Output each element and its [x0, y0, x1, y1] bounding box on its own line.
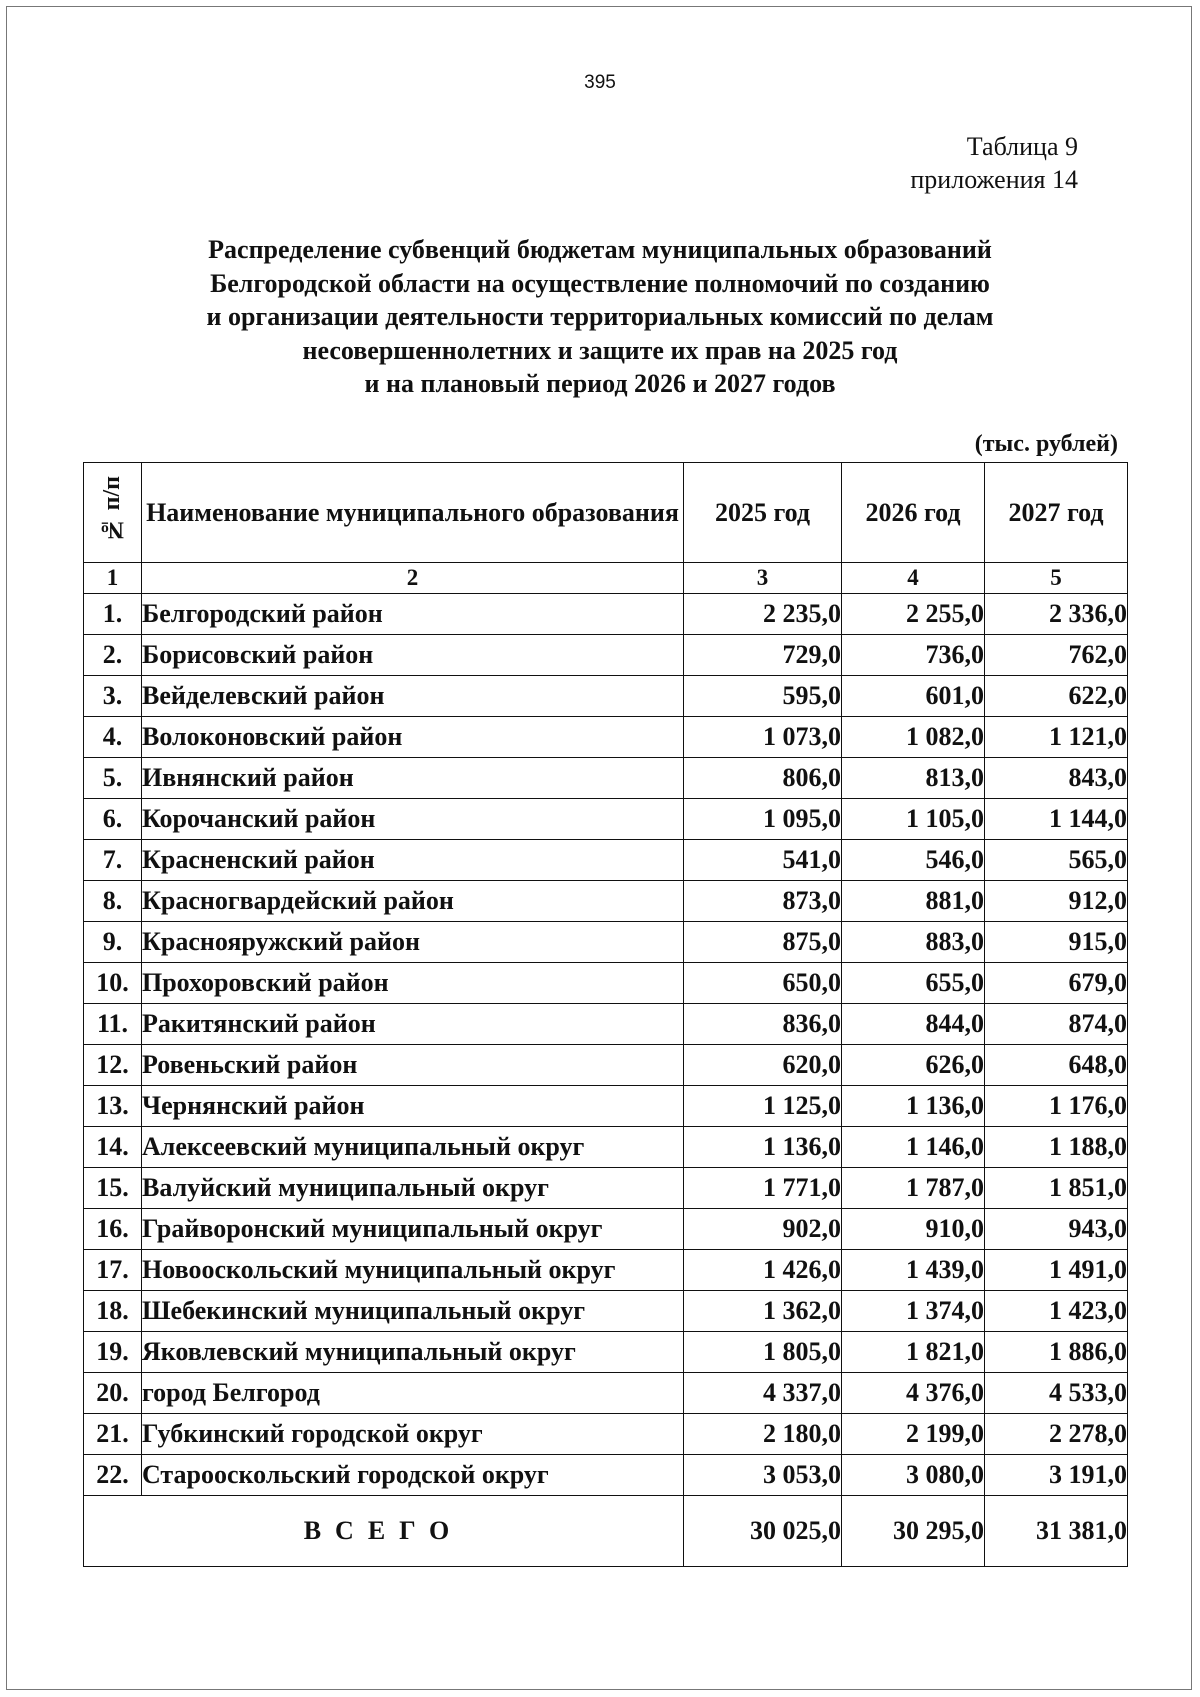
value-2025: 1 073,0	[684, 717, 842, 758]
value-2025: 1 136,0	[684, 1127, 842, 1168]
value-2026: 844,0	[842, 1004, 985, 1045]
municipality-name: Грайворонский муниципальный округ	[142, 1209, 684, 1250]
document-title	[150, 233, 1050, 401]
value-2025: 806,0	[684, 758, 842, 799]
value-2025: 595,0	[684, 676, 842, 717]
value-2027: 622,0	[985, 676, 1128, 717]
table-row	[84, 1455, 1128, 1496]
row-number: 15.	[84, 1168, 142, 1209]
total-2025: 30 025,0	[684, 1496, 842, 1567]
value-2026: 626,0	[842, 1045, 985, 1086]
value-2026: 4 376,0	[842, 1373, 985, 1414]
subvention-table	[83, 462, 1128, 1567]
value-2027: 843,0	[985, 758, 1128, 799]
value-2025: 2 180,0	[684, 1414, 842, 1455]
total-2027: 31 381,0	[985, 1496, 1128, 1567]
value-2026: 736,0	[842, 635, 985, 676]
value-2027: 679,0	[985, 963, 1128, 1004]
table-row	[84, 963, 1128, 1004]
value-2026: 1 821,0	[842, 1332, 985, 1373]
row-number: 4.	[84, 717, 142, 758]
value-2026: 1 136,0	[842, 1086, 985, 1127]
column-index: 3	[684, 563, 842, 594]
value-2027: 1 144,0	[985, 799, 1128, 840]
row-number: 6.	[84, 799, 142, 840]
value-2025: 873,0	[684, 881, 842, 922]
value-2027: 943,0	[985, 1209, 1128, 1250]
row-number: 21.	[84, 1414, 142, 1455]
row-number: 9.	[84, 922, 142, 963]
value-2025: 620,0	[684, 1045, 842, 1086]
row-number: 2.	[84, 635, 142, 676]
row-number: 8.	[84, 881, 142, 922]
total-label: ВСЕГО	[84, 1496, 684, 1567]
value-2026: 1 146,0	[842, 1127, 985, 1168]
column-index: 5	[985, 563, 1128, 594]
row-number: 20.	[84, 1373, 142, 1414]
table-row	[84, 881, 1128, 922]
value-2027: 1 176,0	[985, 1086, 1128, 1127]
municipality-name: Шебекинский муниципальный округ	[142, 1291, 684, 1332]
title-line: Белгородской области на осуществление полномочий по созданию	[210, 268, 990, 298]
page-number: 395	[584, 72, 616, 93]
value-2025: 1 426,0	[684, 1250, 842, 1291]
value-2025: 1 362,0	[684, 1291, 842, 1332]
value-2027: 1 121,0	[985, 717, 1128, 758]
header-year-2027: 2027 год	[985, 463, 1128, 563]
table-row	[84, 799, 1128, 840]
value-2025: 902,0	[684, 1209, 842, 1250]
row-number: 5.	[84, 758, 142, 799]
value-2026: 1 105,0	[842, 799, 985, 840]
value-2026: 546,0	[842, 840, 985, 881]
column-index: 1	[84, 563, 142, 594]
value-2026: 2 199,0	[842, 1414, 985, 1455]
row-number: 10.	[84, 963, 142, 1004]
municipality-name: Алексеевский муниципальный округ	[142, 1127, 684, 1168]
municipality-name: Ракитянский район	[142, 1004, 684, 1045]
value-2026: 601,0	[842, 676, 985, 717]
municipality-name: Борисовский район	[142, 635, 684, 676]
table-row	[84, 676, 1128, 717]
value-2027: 912,0	[985, 881, 1128, 922]
value-2026: 1 787,0	[842, 1168, 985, 1209]
table-row	[84, 1209, 1128, 1250]
value-2027: 565,0	[985, 840, 1128, 881]
total-row	[84, 1496, 1128, 1567]
value-2027: 915,0	[985, 922, 1128, 963]
table-row	[84, 758, 1128, 799]
table-reference	[910, 130, 1078, 196]
table-row	[84, 1414, 1128, 1455]
title-line: и на плановый период 2026 и 2027 годов	[364, 369, 836, 398]
value-2025: 1 771,0	[684, 1168, 842, 1209]
table-row	[84, 635, 1128, 676]
row-number: 7.	[84, 840, 142, 881]
value-2027: 1 851,0	[985, 1168, 1128, 1209]
value-2026: 3 080,0	[842, 1455, 985, 1496]
row-number: 1.	[84, 594, 142, 635]
value-2026: 655,0	[842, 963, 985, 1004]
row-number: 13.	[84, 1086, 142, 1127]
value-2025: 650,0	[684, 963, 842, 1004]
table-row	[84, 1250, 1128, 1291]
row-number: 22.	[84, 1455, 142, 1496]
column-index: 2	[142, 563, 684, 594]
title-line: и организации деятельности территориальных комиссий по делам	[206, 302, 994, 331]
value-2027: 648,0	[985, 1045, 1128, 1086]
municipality-name: Чернянский район	[142, 1086, 684, 1127]
row-number: 11.	[84, 1004, 142, 1045]
table-row	[84, 1168, 1128, 1209]
municipality-name: Волоконовский район	[142, 717, 684, 758]
municipality-name: Прохоровский район	[142, 963, 684, 1004]
municipality-name: Губкинский городской округ	[142, 1414, 684, 1455]
table-reference-line-1: Таблица 9	[966, 132, 1078, 161]
municipality-name: Валуйский муниципальный округ	[142, 1168, 684, 1209]
value-2026: 1 082,0	[842, 717, 985, 758]
title-line: несовершеннолетних и защите их прав на 2025 год	[302, 335, 898, 365]
value-2025: 875,0	[684, 922, 842, 963]
value-2025: 836,0	[684, 1004, 842, 1045]
row-number: 19.	[84, 1332, 142, 1373]
row-number: 16.	[84, 1209, 142, 1250]
total-2026: 30 295,0	[842, 1496, 985, 1567]
table-row	[84, 1004, 1128, 1045]
municipality-name: город Белгород	[142, 1373, 684, 1414]
municipality-name: Красненский район	[142, 840, 684, 881]
table-row	[84, 1086, 1128, 1127]
table-row	[84, 1291, 1128, 1332]
municipality-name: Ивнянский район	[142, 758, 684, 799]
municipality-name: Корочанский район	[142, 799, 684, 840]
header-number	[84, 463, 142, 563]
table-row	[84, 1373, 1128, 1414]
table-row	[84, 594, 1128, 635]
table-row	[84, 922, 1128, 963]
value-2027: 762,0	[985, 635, 1128, 676]
value-2026: 813,0	[842, 758, 985, 799]
value-2027: 3 191,0	[985, 1455, 1128, 1496]
value-2026: 1 439,0	[842, 1250, 985, 1291]
municipality-name: Старооскольский городской округ	[142, 1455, 684, 1496]
municipality-name: Краснояружский район	[142, 922, 684, 963]
table-row	[84, 1127, 1128, 1168]
value-2027: 1 423,0	[985, 1291, 1128, 1332]
value-2025: 729,0	[684, 635, 842, 676]
value-2026: 2 255,0	[842, 594, 985, 635]
header-year-2025: 2025 год	[684, 463, 842, 563]
table-row	[84, 1045, 1128, 1086]
value-2026: 1 374,0	[842, 1291, 985, 1332]
row-number: 3.	[84, 676, 142, 717]
title-line: Распределение субвенций бюджетам муниципальных образований	[208, 235, 992, 264]
row-number: 12.	[84, 1045, 142, 1086]
table-reference-line-2: приложения 14	[910, 165, 1078, 194]
units-label: (тыс. рублей)	[974, 431, 1118, 457]
header-year-2026: 2026 год	[842, 463, 985, 563]
value-2027: 874,0	[985, 1004, 1128, 1045]
header-number-label: № п/п	[99, 475, 125, 543]
value-2026: 881,0	[842, 881, 985, 922]
row-number: 18.	[84, 1291, 142, 1332]
value-2025: 1 805,0	[684, 1332, 842, 1373]
table-body	[84, 594, 1128, 1496]
column-index: 4	[842, 563, 985, 594]
row-number: 14.	[84, 1127, 142, 1168]
value-2025: 1 095,0	[684, 799, 842, 840]
value-2027: 1 188,0	[985, 1127, 1128, 1168]
value-2027: 4 533,0	[985, 1373, 1128, 1414]
value-2027: 2 278,0	[985, 1414, 1128, 1455]
value-2027: 1 491,0	[985, 1250, 1128, 1291]
column-index-row	[84, 563, 1128, 594]
table-row	[84, 717, 1128, 758]
header-name: Наименование муниципального образования	[142, 463, 684, 563]
value-2025: 541,0	[684, 840, 842, 881]
value-2025: 4 337,0	[684, 1373, 842, 1414]
value-2025: 3 053,0	[684, 1455, 842, 1496]
municipality-name: Яковлевский муниципальный округ	[142, 1332, 684, 1373]
value-2025: 2 235,0	[684, 594, 842, 635]
value-2026: 910,0	[842, 1209, 985, 1250]
value-2025: 1 125,0	[684, 1086, 842, 1127]
table-row	[84, 1332, 1128, 1373]
municipality-name: Ровеньский район	[142, 1045, 684, 1086]
municipality-name: Вейделевский район	[142, 676, 684, 717]
municipality-name: Новооскольский муниципальный округ	[142, 1250, 684, 1291]
value-2027: 2 336,0	[985, 594, 1128, 635]
row-number: 17.	[84, 1250, 142, 1291]
table-row	[84, 840, 1128, 881]
value-2027: 1 886,0	[985, 1332, 1128, 1373]
header-row	[84, 463, 1128, 563]
municipality-name: Белгородский район	[142, 594, 684, 635]
value-2026: 883,0	[842, 922, 985, 963]
municipality-name: Красногвардейский район	[142, 881, 684, 922]
